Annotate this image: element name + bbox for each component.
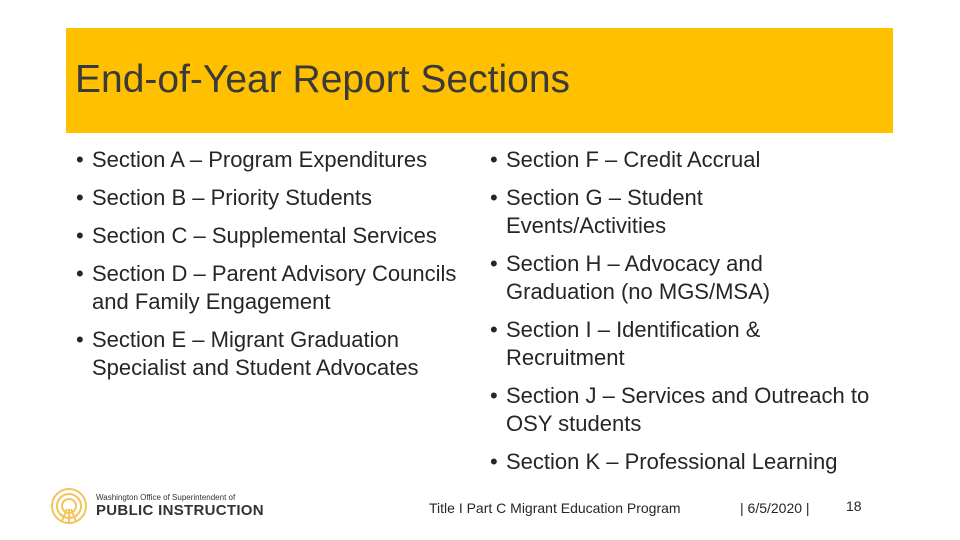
list-item: • Section B – Priority Students — [77, 184, 477, 212]
footer-program: Title I Part C Migrant Education Program — [429, 500, 681, 516]
sun-logo-icon — [50, 487, 88, 525]
list-item: • Section J – Services and Outreach to OSY students — [491, 382, 901, 438]
list-item: • Section K – Professional Learning — [491, 448, 911, 476]
list-item: • Section F – Credit Accrual — [491, 146, 911, 174]
right-bullet-list — [491, 146, 911, 486]
list-item: • Section A – Program Expenditures — [77, 146, 477, 174]
list-item: • Section D – Parent Advisory Councils and Family Engagement — [77, 260, 477, 316]
logo-line2: PUBLIC INSTRUCTION — [96, 502, 264, 519]
list-item: • Section C – Supplemental Services — [77, 222, 477, 250]
ospi-logo — [50, 487, 264, 525]
footer-date: | 6/5/2020 | — [740, 500, 810, 516]
logo-line1: Washington Office of Superintendent of — [96, 493, 236, 502]
title-banner — [66, 28, 893, 133]
slide-title: End-of-Year Report Sections — [75, 58, 571, 101]
list-item: • Section I – Identification & Recruitment — [491, 316, 826, 372]
list-item: • Section G – Student Events/Activities — [491, 184, 756, 240]
page-number: 18 — [846, 498, 862, 514]
left-bullet-list — [77, 146, 477, 392]
list-item: • Section H – Advocacy and Graduation (no MGS/MSA) — [491, 250, 826, 306]
list-item: • Section E – Migrant Graduation Specialist and Student Advocates — [77, 326, 477, 382]
